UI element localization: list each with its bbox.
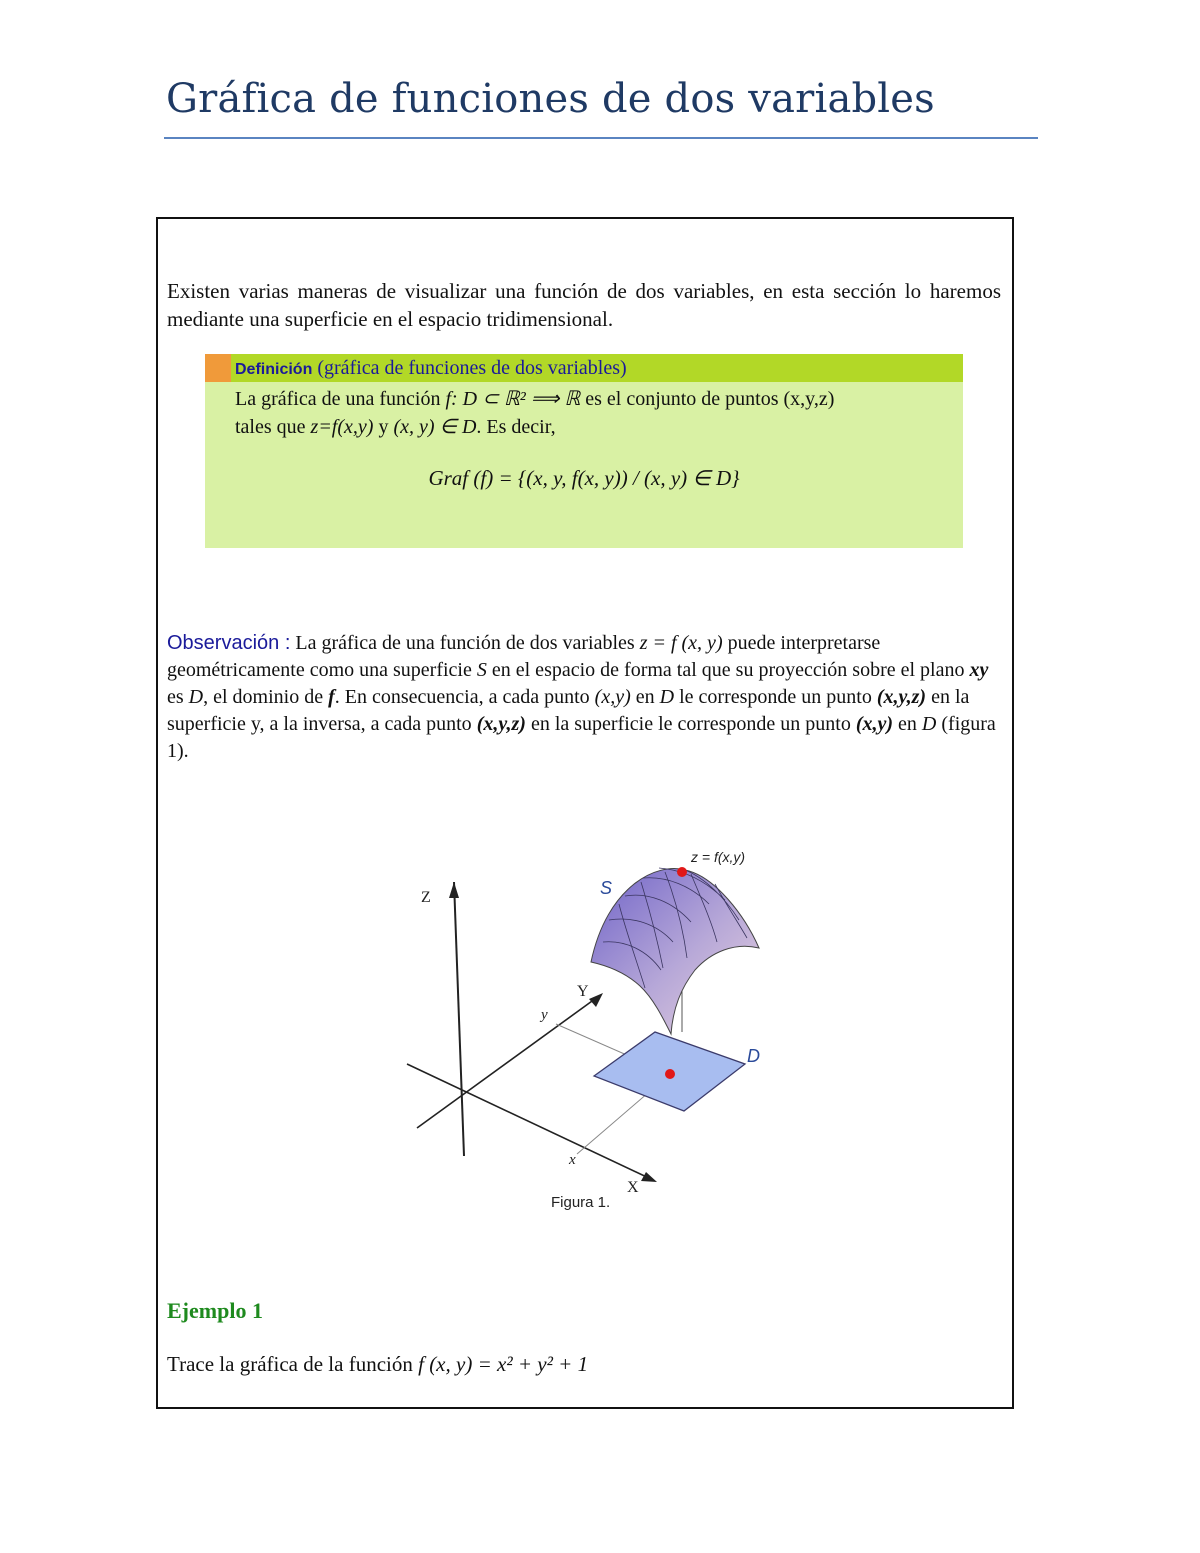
function-point-label: z = f(x,y) (691, 849, 746, 865)
definition-text: y (378, 416, 389, 438)
definition-math: f: D ⊂ ℝ² ⟹ ℝ (445, 388, 581, 410)
observation-math: (x,y,z) (476, 713, 526, 735)
example-text: Trace la gráfica de la función (167, 1352, 413, 1376)
example-title: Ejemplo 1 (167, 1298, 263, 1323)
observation-text: le corresponde un punto (679, 686, 872, 708)
definition-math: z=f(x,y) (310, 416, 374, 438)
observation-paragraph (167, 630, 1001, 765)
observation-text: La gráfica de una función de dos variables (295, 632, 635, 654)
z-axis-arrow-icon (449, 882, 459, 898)
observation-text: en el espacio de forma tal que su proyección sobre el plano (491, 659, 965, 681)
surface-point-marker (677, 867, 687, 877)
observation-math: S (476, 659, 487, 681)
observation-math: D (659, 686, 675, 708)
observation-text: en la superficie y, a la inversa, a cada punto (167, 686, 970, 735)
y-axis-label: Y (577, 983, 589, 1000)
observation-math: D (188, 686, 204, 708)
definition-line-2 (235, 414, 556, 439)
observation-text: , el dominio de (203, 686, 324, 708)
definition-text: tales que (235, 416, 306, 438)
figure-caption: Figura 1. (551, 1194, 611, 1211)
observation-math: (x,y) (855, 713, 894, 735)
x-tick-label: x (569, 1152, 576, 1168)
y-axis-arrow-icon (589, 993, 603, 1007)
observation-text: es (167, 686, 184, 708)
surface-s (591, 869, 759, 1034)
observation-text: (figura 1). (167, 713, 996, 762)
definition-line-1 (235, 386, 834, 411)
page-title: Gráfica de funciones de dos variables (166, 76, 935, 122)
definition-text: es el conjunto de puntos (x,y,z) (585, 388, 835, 410)
x-axis-arrow-icon (641, 1172, 657, 1182)
observation-label: Observación : (167, 632, 291, 654)
observation-text: en (898, 713, 917, 735)
y-axis (417, 996, 599, 1128)
domain-point-marker (665, 1069, 675, 1079)
definition-text: . Es decir, (476, 416, 556, 438)
definition-subtitle: (gráfica de funciones de dos variables) (317, 357, 627, 379)
definition-label: Definición (235, 361, 313, 378)
definition-math: (x, y) ∈ D (393, 416, 477, 438)
y-tick-label: y (541, 1007, 548, 1023)
z-axis-label: Z (421, 889, 431, 906)
example-formula: f (x, y) = x² + y² + 1 (418, 1352, 589, 1376)
observation-math: D (921, 713, 937, 735)
definition-marker (205, 354, 231, 382)
domain-label: D (747, 1046, 760, 1066)
definition-heading (235, 357, 627, 380)
surface-label: S (600, 878, 613, 898)
example-statement (167, 1352, 588, 1377)
observation-math: xy (969, 659, 989, 681)
figure-1-surface-diagram (395, 838, 775, 1196)
observation-math: z = f (x, y) (639, 632, 723, 654)
observation-math: f (328, 686, 335, 708)
definition-box (205, 354, 963, 548)
observation-text: puede interpretarse geométricamente como una superficie (167, 632, 881, 681)
observation-text: . En consecuencia, a cada punto (334, 686, 590, 708)
definition-text: La gráfica de una función (235, 388, 441, 410)
title-underline (164, 137, 1038, 139)
observation-text: en la superficie le corresponde un punto (530, 713, 851, 735)
observation-math: (x,y,z) (876, 686, 927, 708)
observation-text: en (635, 686, 655, 708)
x-axis-label: X (627, 1179, 639, 1196)
observation-math: (x,y) (594, 686, 631, 708)
intro-paragraph: Existen varias maneras de visualizar una función de dos variables, en esta sección lo haremos mediante una superficie en el espacio tridimensional. (167, 279, 1001, 331)
z-axis (454, 882, 464, 1156)
definition-formula: Graf (f) = {(x, y, f(x, y)) / (x, y) ∈ D} (428, 466, 740, 490)
